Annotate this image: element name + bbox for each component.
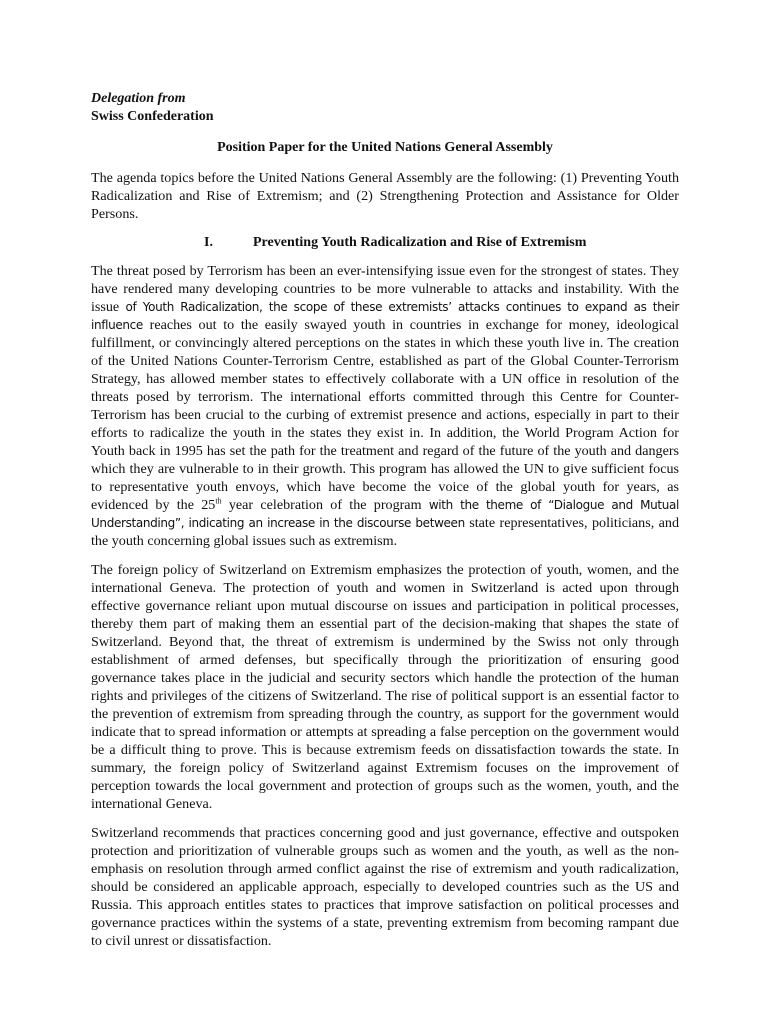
paragraph-recommendations: Switzerland recommends that practices concerning good and just governance, effective and outspoken protection and prioritization of vulnerable groups such as women and the youth, as well as the non-emphasis on resolution through armed conflict against the rise of extremism and youth radicalization, should be considered an applicable approach, especially to developed countries such as the US and Russia. This approach entitles states to practices that improve satisfaction on political processes and governance practices within the systems of a state, preventing extremism from becoming rampant due to civil unrest or dissatisfaction. bbox=[91, 825, 679, 949]
paragraph-foreign-policy: The foreign policy of Switzerland on Extremism emphasizes the protection of youth, women, and the international Geneva. The protection of youth and women in Switzerland is acted upon through effective governance reliant upon mutual discourse on issues and participation in political processes, thereby them part of making them an essential part of the decision-making that shapes the state of Switzerland. Beyond that, the threat of extremism is undermined by the Swiss not only through establishment of armed defenses, but specifically through the prioritization of ensuring good governance takes place in the judicial and security sectors which handle the protection of the human rights and privileges of the citizens of Switzerland. The rise of political support is an essential factor to the prevention of extremism from spreading through the country, as support for the government would indicate that to spread information or attempts at spreading a false perception on the government would be a difficult thing to prove. This is because extremism feeds on dissatisfaction towards the state. In summary, the foreign policy of Switzerland against Extremism focuses on the improvement of perception towards the local government and protection of groups such as the women, youth, and the international Geneva. bbox=[91, 562, 679, 812]
p1-text-d: year celebration of the program bbox=[221, 497, 429, 513]
position-paper bbox=[91, 90, 679, 961]
paragraph-terrorism-threat bbox=[91, 262, 679, 550]
p1-text-f: state representatives, politicians, and the youth concerning global issues such as extremism. bbox=[91, 515, 679, 549]
country-name: Swiss Confederation bbox=[91, 109, 214, 124]
delegation-label: Delegation from bbox=[91, 91, 186, 106]
p1-text-e: with the theme of “Dialogue and Mutual Understanding”, indicating an increase in the discourse between bbox=[91, 498, 679, 530]
p1-text-a: The threat posed by Terrorism has been an ever-intensifying issue even for the strongest of states. They have rendered many developing countries to be more vulnerable to attacks and instability. With the issue bbox=[91, 263, 679, 315]
document-title: Position Paper for the United Nations General Assembly bbox=[217, 140, 553, 155]
section-heading bbox=[91, 234, 679, 252]
section-title: Preventing Youth Radicalization and Rise of Extremism bbox=[253, 235, 587, 250]
ordinal-suffix: th bbox=[215, 496, 222, 506]
intro-paragraph: The agenda topics before the United Nations General Assembly are the following: (1) Preventing Youth Radicalization and Rise of Extremism; and (2) Strengthening Protection and Assistance for Older Persons. bbox=[91, 170, 679, 222]
section-number: I. bbox=[204, 235, 213, 250]
p1-text-b: of Youth Radicalization, the scope of these extremists’ attacks continues to expand as their influence bbox=[91, 300, 679, 332]
p1-text-c: reaches out to the easily swayed youth in countries in exchange for money, ideological fulfillment, or convincingly altered perceptions on the states in which these youth live in. The creation of the United Nations Counter-Terrorism Centre, established as part of the Global Counter-Terrorism Strategy, has allowed member states to effectively collaborate with a UN office in resolution of the threats posed by terrorism. The international efforts committed through this Centre for Counter-Terrorism has been crucial to the curbing of extremist presence and actions, especially in part to their efforts to radicalize the youth in the states they exist in. In addition, the World Program Action for Youth back in 1995 has set the path for the treatment and regard of the future of the youth and dangers which they are vulnerable to in their growth. This program has allowed the UN to give sufficient focus to representative youth envoys, which have become the voice of the global youth for years, as evidenced by the 25 bbox=[91, 317, 679, 513]
